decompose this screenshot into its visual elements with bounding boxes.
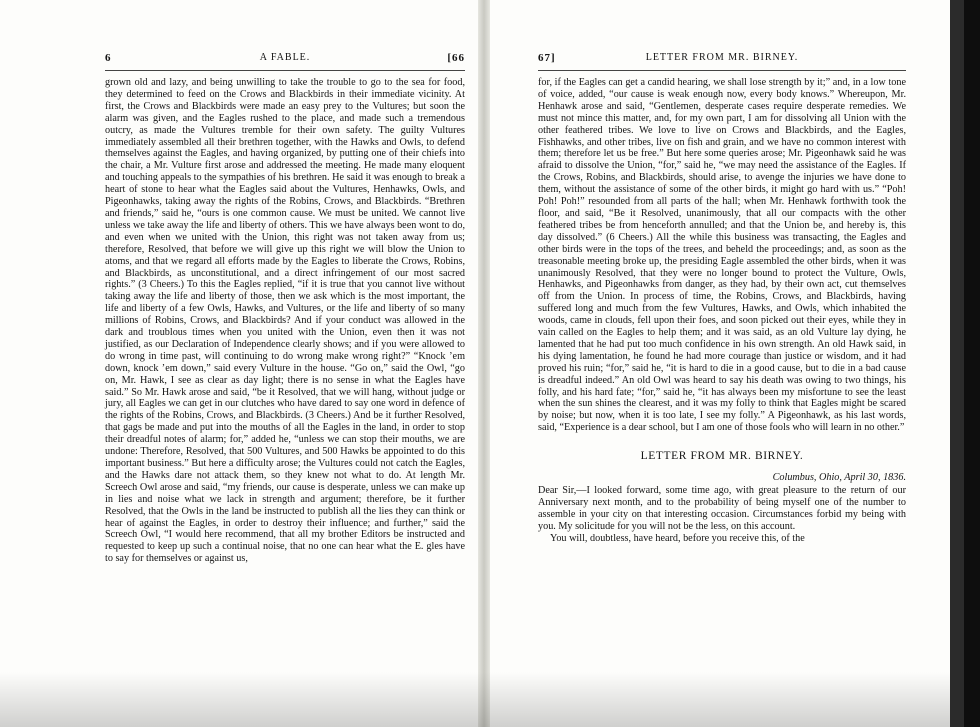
right-body-text: for, if the Eagles can get a candid hearing, we shall lose strength by it;” and, in a low tone of voice, added, “our cause is weak enough now, every body knows.” Whereupon, Mr. Henhawk arose and said, “Gentlemen, desperate cases require desperate remedies. We must not mince this matter, and, for my own part, I am for dissolving all Union with the other feathered tribes. We love to live on Crows and Blackbirds, and the Eagles, Fishhawks, and other tribes, live on fish and grain, and we have no common interest with them; therefore let us be free.” But here some queries arose; Mr. Pigeonhawk said he was afraid to dissolve the Union, “for,” said he, “we may need the assistance of the Eagles. If the Crows, Robins, and Blackbirds, should arise, to avenge the injuries we have done to them, without the assistance of some of the other birds, it might go hard with us.” “Poh! Poh! Poh!” resounded from all parts of the hall; when Mr. Henhawk forthwith took the floor, and said, “Be it Resolved, unanimously, that all our compacts with the other feathered tribes be from henceforth annulled; and that the Union be, and hereby is, this day dissolved.” (6 Cheers.) All the while this business was transacting, the Eagles and other birds were in the tops of the trees, and beheld the proceedings; and, as soon as the treasonable meeting broke up, the presiding Eagle assembled the other birds, when it was unanimously Resolved, that they were no longer bound to protect the Vulture, Owls, Henhawks, and Pigeonhawks from danger, as they had, by their own act, cut themselves off from the Union. In process of time, the Robins, Crows, and Blackbirds, having suffered long and much from the few Vultures, Hawks, and Owls, which inhabited the woods, came in clouds, fell upon their foes, and soon picked out their eyes, while they in vain called on the Eagles to help them; and it was said, as an old Vulture lay dying, he lamented that he had put too much confidence in his own strength. An old Hawk said, in his dying lamentation, he found he had more courage than justice or wisdom, and it had proved his ruin; “for,” said he, “it is hard to die in a good cause, but to die in a bad cause is dreadful indeed.” An old Owl was heard to say his death was owing to two things, his folly, and his hard fate; “for,” said he, “it has always been my misfortune to see the least when the sun shines the clearest, and it was my folly to think that Eagles might be scared by noise; but now, when it is too late, I see my folly.” A Pigeonhawk, as his last words, said, “Experience is a dear school, but I am one of those fools who will learn in no other.”	[538, 77, 906, 434]
left-running-head: A FABLE.	[259, 52, 311, 63]
left-body-text: grown old and lazy, and being unwilling to take the trouble to go to the sea for food, they determined to feed on the Crows and Blackbirds in their immediate vicinity. At first, the Crows and Blackbirds were made an easy prey to the Vultures; but soon the alarm was given, and the Eagles rushed to the place, and made such a tremendous outcry, as made the Vultures tremble for their own safety. The guilty Vultures immediately assembled all their brethren together, with the Hawks and Owls, to defend themselves against the Eagles, and having organized, by putting one of their chiefs into the chair, a Mr. Vulture first arose and addressed the meeting. He made many eloquent and touching appeals to the sympathies of his brethren. He said it was enough to break a heart of stone to hear what the Eagles said about the Vultures, Henhawks, Owls, and Pigeonhawks, taking away the rights of the Robins, Crows, and Blackbirds. “Brethren and friends,” said he, “ours is one common cause. We must be united. We cannot live unless we take away the life and liberty of others. This we have always been wont to do, and even when we united with the Union, this right was not taken away from us; therefore, Resolved, that before we will give up this right we will blow the Union to atoms, and that we regard all efforts made by the Eagles to liberate the Crows, Robins, and Blackbirds, as unconstitutional, and a direct infringement of our most sacred rights.” (3 Cheers.) To this the Eagles replied, “if it is true that you cannot live without taking away the life and liberty of those, then we ask which is the most important, the life and liberty of a few Owls, Hawks, and Vultures, or the life and liberty of so many millions of Robins, Crows, and Blackbirds? And if your conduct was allowed in the dark and troublous times when you united with the Union, even then it was not justified, as our Declaration of Independence clearly shows; and if you were allowed to do wrong in time past, will continuing to do wrong make wrong right?” “Knock ’em down, knock ’em down,” said every Vulture in the house. “Go on,” said the Owl, “go on, Mr. Hawk, I see as clear as day light; there is no sense in what the Eagles have said.” So Mr. Hawk arose and said, “be it Resolved, that we will hang, without judge or jury, all Eagles we can get in our clutches who have dared to say one word in defence of the rights of the Robins, Crows, and Blackbirds. (3 Cheers.) And be it further Resolved, that gags be made and put into the mouths of all the Eagles in the land, in order to stop their dreadful notes of alarm; for,” added he, “unless we can stop their mouths, we are undone: Therefore, Resolved, that 500 Vultures, and 500 Hawks be appointed to do this important business.” But here a difficulty arose; the Vultures could not catch the Eagles, and the Hawks dare not attack them, so they knew not what to do. At length Mr. Screech Owl arose and said, “my friends, our cause is desperate, unless we can make up in lies and noise what we lack in strength and argument; therefore, be it further Resolved, that the Owls in the land be instructed to publish all the lies they can think or hear of against the Eagles, in order to destroy their influence; and further,” said the Screech Owl, “I would here recommend, that all my brother Editors be instructed and requested to keep up such a continual noise, that no one can hear what the E. gles have to say for themselves or against us,	[105, 77, 465, 565]
right-page-number: 67]	[538, 52, 556, 64]
letter-dateline: Columbus, Ohio, April 30, 1836.	[772, 472, 906, 484]
right-header-rule	[538, 70, 906, 71]
left-running-header	[105, 52, 465, 68]
left-page	[0, 0, 478, 727]
left-page-number: 6	[105, 52, 112, 64]
right-page-content	[538, 0, 906, 545]
right-page	[490, 0, 950, 727]
book-gutter	[478, 0, 490, 727]
letter-last-line: You will, doubtless, have heard, before you receive this, of the	[550, 532, 805, 544]
left-page-content	[105, 0, 465, 565]
left-page-ref: [66	[447, 52, 465, 64]
left-header-rule	[105, 70, 465, 71]
right-running-header	[538, 52, 906, 68]
scan-edge	[950, 0, 980, 727]
letter-body: Dear Sir,—I looked forward, some time ago, with great pleasure to the return of our Anniversary next month, and to the probability of being myself one of the number to assemble in your city on that interesting occasion. Circumstances forbid my being with you. My solicitude for you will not be the less, on this account.	[538, 485, 906, 532]
letter-title: LETTER FROM MR. BIRNEY.	[640, 450, 804, 463]
right-running-head: LETTER FROM MR. BIRNEY.	[645, 52, 799, 63]
scan-shadow	[0, 672, 950, 727]
